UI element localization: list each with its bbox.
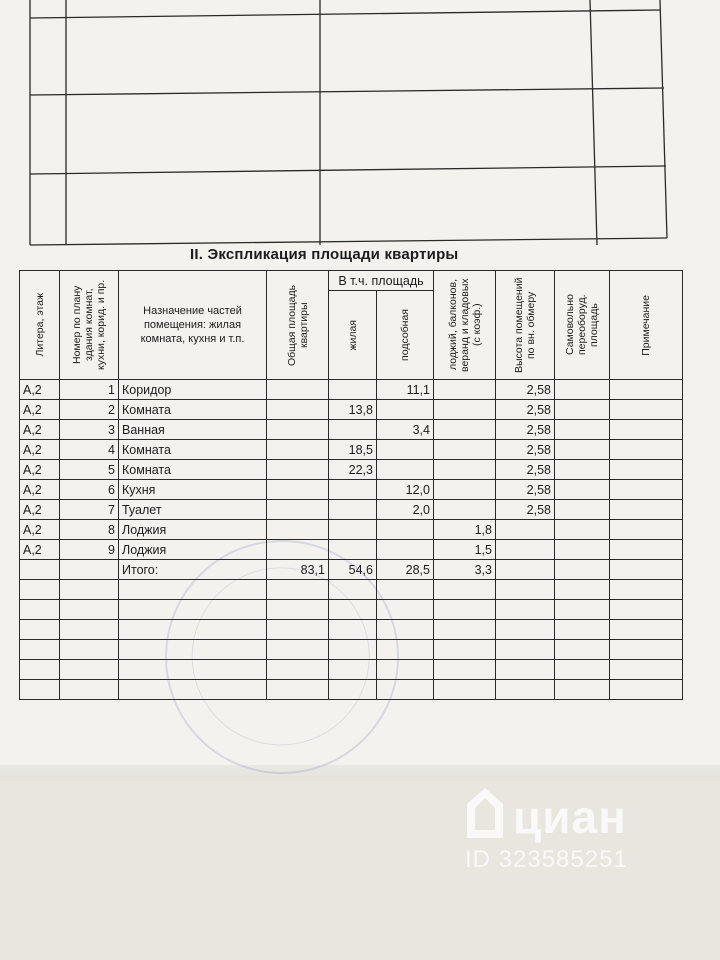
cell-self-rebuilt — [555, 400, 610, 420]
cell-empty — [60, 580, 119, 600]
empty-row — [20, 620, 683, 640]
cell-living: 13,8 — [329, 400, 377, 420]
cell-empty — [267, 580, 329, 600]
cell-empty — [20, 600, 60, 620]
cell-note — [610, 420, 683, 440]
cell-purpose: Комната — [119, 460, 267, 480]
cell-empty — [267, 640, 329, 660]
table-header-row — [20, 271, 683, 291]
total-living-value: 54,6 — [329, 560, 377, 580]
cell-purpose: Комната — [119, 400, 267, 420]
cell-empty — [267, 600, 329, 620]
cell-auxiliary: 2,0 — [377, 500, 434, 520]
cell-purpose: Ванная — [119, 420, 267, 440]
empty-row — [20, 680, 683, 700]
header-loggia: лоджий, балконов, веранд и кладовых (с коэф.) — [446, 278, 483, 372]
cell-total — [267, 480, 329, 500]
total-label: Итого: — [119, 560, 267, 580]
cell-empty — [434, 640, 496, 660]
cell-living — [329, 520, 377, 540]
cell-note — [610, 540, 683, 560]
empty-row — [20, 580, 683, 600]
cell-empty — [610, 580, 683, 600]
cell-empty — [20, 620, 60, 640]
table-body — [20, 380, 683, 700]
cell-number: 8 — [60, 520, 119, 540]
watermark-name: циан — [513, 791, 627, 843]
cell-empty — [329, 680, 377, 700]
cell-auxiliary: 3,4 — [377, 420, 434, 440]
cell-total — [267, 380, 329, 400]
cell-number: 7 — [60, 500, 119, 520]
cell-living — [329, 500, 377, 520]
cell-empty — [496, 620, 555, 640]
cell-empty — [434, 680, 496, 700]
cell-empty — [329, 620, 377, 640]
cell-loggia — [434, 380, 496, 400]
cell-number: 6 — [60, 480, 119, 500]
cell-empty — [555, 600, 610, 620]
cell-note — [610, 520, 683, 540]
cell-purpose: Комната — [119, 440, 267, 460]
cell-empty — [377, 680, 434, 700]
cell-empty — [60, 600, 119, 620]
cell-litera: А,2 — [20, 460, 60, 480]
cell-empty — [496, 680, 555, 700]
table-row — [20, 520, 683, 540]
cell-number: 9 — [60, 540, 119, 560]
cell-living: 18,5 — [329, 440, 377, 460]
cell-empty — [610, 680, 683, 700]
cell-self-rebuilt — [555, 380, 610, 400]
cell-empty — [329, 640, 377, 660]
cell-height: 2,58 — [496, 500, 555, 520]
cell-empty — [496, 600, 555, 620]
cell-empty — [119, 580, 267, 600]
cell-auxiliary — [377, 520, 434, 540]
cell-total — [267, 500, 329, 520]
cell-empty — [610, 660, 683, 680]
cell-empty — [60, 620, 119, 640]
cell-empty — [434, 580, 496, 600]
cell-self-rebuilt — [555, 420, 610, 440]
cell-living: 22,3 — [329, 460, 377, 480]
table-row — [20, 420, 683, 440]
cell-number: 5 — [60, 460, 119, 480]
header-incl-area: В т.ч. площадь — [329, 271, 434, 291]
cell-empty — [267, 680, 329, 700]
cell-loggia — [434, 400, 496, 420]
cian-watermark — [455, 780, 685, 900]
header-litera: Литера, этаж — [33, 293, 46, 357]
cell-loggia — [434, 500, 496, 520]
cell-empty — [496, 580, 555, 600]
cell-purpose: Кухня — [119, 480, 267, 500]
header-auxiliary: подсобная — [399, 309, 411, 361]
cell-empty — [20, 660, 60, 680]
cell-number: 3 — [60, 420, 119, 440]
cell-loggia — [434, 440, 496, 460]
cell-living — [329, 540, 377, 560]
cell-height: 2,58 — [496, 400, 555, 420]
cell-living — [329, 420, 377, 440]
cell-empty — [60, 560, 119, 580]
cell-self-rebuilt — [555, 440, 610, 460]
cell-litera: А,2 — [20, 420, 60, 440]
cell-self-rebuilt — [555, 480, 610, 500]
cell-loggia: 1,5 — [434, 540, 496, 560]
cell-empty — [496, 640, 555, 660]
cell-note — [610, 480, 683, 500]
cell-height: 2,58 — [496, 460, 555, 480]
cell-living — [329, 380, 377, 400]
cell-empty — [267, 620, 329, 640]
cell-empty — [555, 580, 610, 600]
cell-total — [267, 400, 329, 420]
cell-note — [610, 400, 683, 420]
cell-empty — [610, 640, 683, 660]
cell-empty — [610, 600, 683, 620]
cell-height: 2,58 — [496, 480, 555, 500]
total-auxiliary-value: 28,5 — [377, 560, 434, 580]
table-row — [20, 460, 683, 480]
cell-empty — [119, 620, 267, 640]
cell-empty — [20, 580, 60, 600]
cell-auxiliary — [377, 440, 434, 460]
cell-total — [267, 460, 329, 480]
cell-empty — [610, 560, 683, 580]
cell-purpose: Туалет — [119, 500, 267, 520]
cell-purpose: Лоджия — [119, 520, 267, 540]
table-row — [20, 440, 683, 460]
cell-self-rebuilt — [555, 500, 610, 520]
cell-total — [267, 540, 329, 560]
cell-litera: А,2 — [20, 400, 60, 420]
cell-living — [329, 480, 377, 500]
cell-empty — [555, 560, 610, 580]
header-self-rebuilt: Самовольно переоборуд. площадь — [564, 294, 600, 356]
upper-table-fragment — [0, 0, 720, 250]
header-number: Номер по плану здания комнат, кухни, корид. и пр. — [71, 279, 107, 371]
page-edge — [0, 765, 720, 781]
cell-empty — [377, 600, 434, 620]
cell-litera: А,2 — [20, 440, 60, 460]
cell-empty — [329, 600, 377, 620]
cell-empty — [377, 620, 434, 640]
cell-self-rebuilt — [555, 460, 610, 480]
cell-total — [267, 420, 329, 440]
cell-litera: А,2 — [20, 380, 60, 400]
cell-total — [267, 440, 329, 460]
cell-empty — [434, 600, 496, 620]
cell-note — [610, 380, 683, 400]
cell-purpose: Лоджия — [119, 540, 267, 560]
cell-self-rebuilt — [555, 520, 610, 540]
page-title: II. Экспликация площади квартиры — [190, 246, 459, 263]
total-area-value: 83,1 — [267, 560, 329, 580]
cell-empty — [60, 680, 119, 700]
cell-empty — [377, 660, 434, 680]
cell-empty — [119, 600, 267, 620]
empty-row — [20, 660, 683, 680]
cell-empty — [20, 680, 60, 700]
area-explication-table — [19, 270, 683, 700]
cell-auxiliary — [377, 460, 434, 480]
cell-empty — [119, 640, 267, 660]
cell-height: 2,58 — [496, 380, 555, 400]
cell-loggia — [434, 460, 496, 480]
cell-height: 2,58 — [496, 420, 555, 440]
cian-logo-icon — [463, 786, 507, 840]
cell-number: 2 — [60, 400, 119, 420]
header-total-area: Общая площадь квартиры — [285, 284, 310, 366]
cell-empty — [434, 660, 496, 680]
cell-empty — [267, 660, 329, 680]
cell-height: 2,58 — [496, 440, 555, 460]
cell-empty — [496, 560, 555, 580]
cell-empty — [20, 560, 60, 580]
cell-empty — [119, 680, 267, 700]
cell-empty — [20, 640, 60, 660]
table-row — [20, 500, 683, 520]
cell-litera: А,2 — [20, 540, 60, 560]
cell-empty — [555, 620, 610, 640]
cell-empty — [610, 620, 683, 640]
cell-loggia — [434, 480, 496, 500]
header-purpose: Назначение частей помещения: жилая комната, кухня и т.п. — [140, 305, 245, 345]
total-row — [20, 560, 683, 580]
cell-note — [610, 460, 683, 480]
cell-empty — [377, 640, 434, 660]
cell-empty — [329, 660, 377, 680]
cell-litera: А,2 — [20, 480, 60, 500]
cell-auxiliary: 12,0 — [377, 480, 434, 500]
cell-loggia: 1,8 — [434, 520, 496, 540]
cell-empty — [555, 680, 610, 700]
cell-loggia — [434, 420, 496, 440]
cell-empty — [329, 580, 377, 600]
empty-row — [20, 640, 683, 660]
header-living: жилая — [346, 319, 359, 351]
cell-auxiliary — [377, 400, 434, 420]
table-row — [20, 540, 683, 560]
cell-empty — [496, 660, 555, 680]
cell-note — [610, 440, 683, 460]
cell-empty — [119, 660, 267, 680]
cell-height — [496, 540, 555, 560]
table-row — [20, 380, 683, 400]
cell-empty — [60, 640, 119, 660]
cell-empty — [60, 660, 119, 680]
cell-height — [496, 520, 555, 540]
cell-empty — [555, 640, 610, 660]
cell-total — [267, 520, 329, 540]
cell-litera: А,2 — [20, 520, 60, 540]
total-loggia-value: 3,3 — [434, 560, 496, 580]
empty-row — [20, 600, 683, 620]
cell-empty — [555, 660, 610, 680]
cell-note — [610, 500, 683, 520]
watermark-id: ID 323585251 — [465, 846, 628, 873]
table-row — [20, 480, 683, 500]
cell-empty — [434, 620, 496, 640]
cell-empty — [377, 580, 434, 600]
header-note: Примечание — [640, 294, 652, 356]
cell-litera: А,2 — [20, 500, 60, 520]
cell-auxiliary — [377, 540, 434, 560]
cell-auxiliary: 11,1 — [377, 380, 434, 400]
cell-purpose: Коридор — [119, 380, 267, 400]
cell-number: 1 — [60, 380, 119, 400]
header-height: Высота помещений по вн. обмеру — [513, 277, 537, 373]
cell-self-rebuilt — [555, 540, 610, 560]
table-row — [20, 400, 683, 420]
cell-number: 4 — [60, 440, 119, 460]
